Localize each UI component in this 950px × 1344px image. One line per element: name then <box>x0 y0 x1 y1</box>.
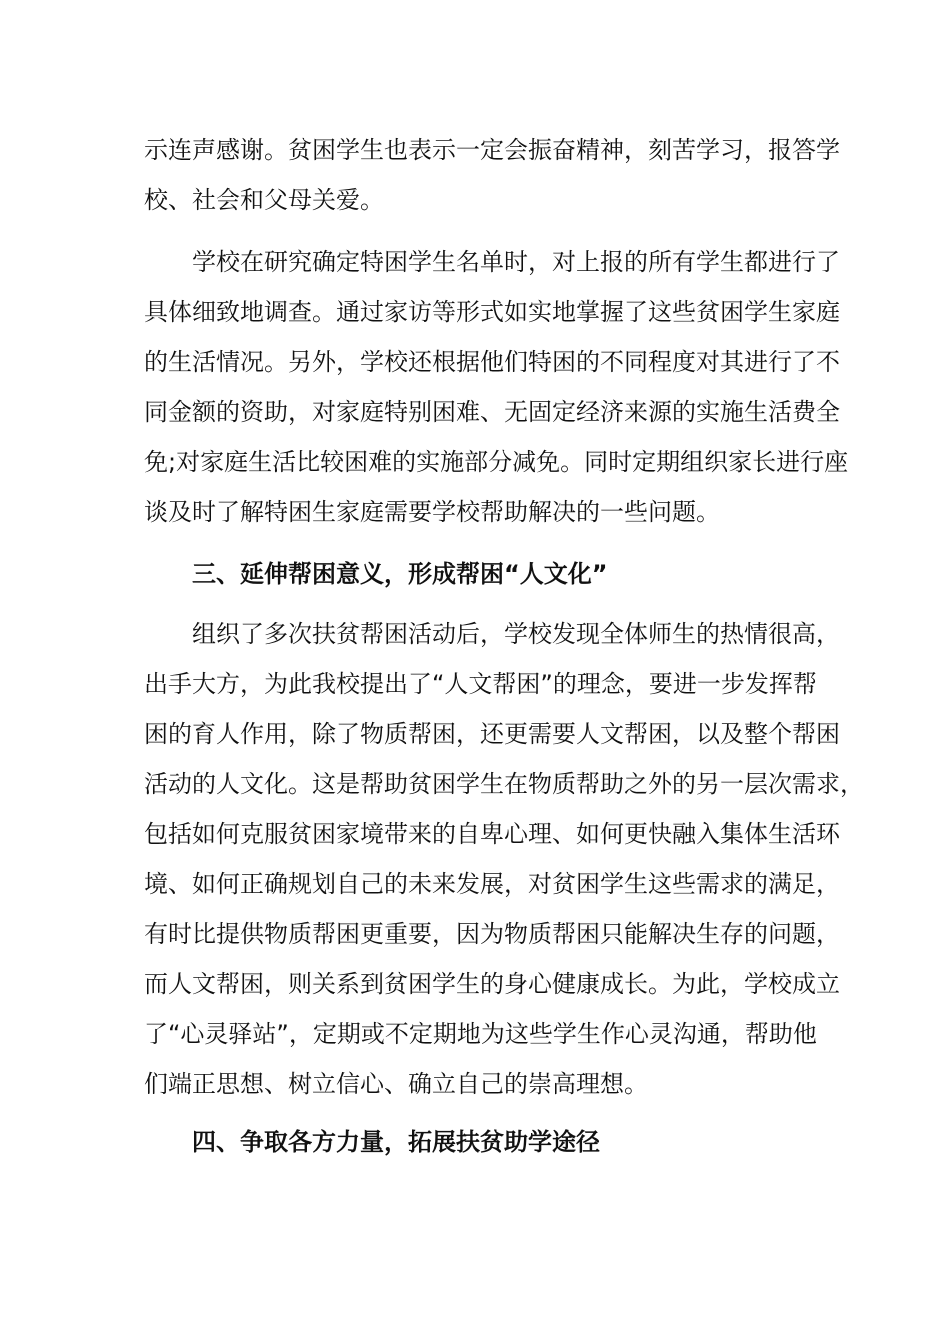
paragraph <box>144 125 840 225</box>
text-line: 有时比提供物质帮困更重要，因为物质帮困只能解决生存的问题， <box>144 920 840 948</box>
section-heading <box>144 1117 806 1167</box>
text-line: 的生活情况。另外，学校还根据他们特困的不同程度对其进行了不 <box>144 348 840 376</box>
text-line: 们端正思想、树立信心、确立自己的崇高理想。 <box>144 1070 648 1098</box>
text-line: 免;对家庭生活比较困难的实施部分减免。同时定期组织家长进行座 <box>144 448 849 476</box>
text-line: 困的育人作用，除了物质帮困，还更需要人文帮困，以及整个帮困 <box>144 720 840 748</box>
text-line: 示连声感谢。贫困学生也表示一定会振奋精神，刻苦学习，报答学 <box>144 136 840 164</box>
paragraph <box>144 609 864 1109</box>
heading-text: 三、延伸帮困意义，形成帮困“人文化” <box>192 560 608 588</box>
paragraph <box>144 237 849 537</box>
text-line: 学校在研究确定特困学生名单时，对上报的所有学生都进行了 <box>192 248 840 276</box>
text-line: 谈及时了解特困生家庭需要学校帮助解决的一些问题。 <box>144 498 720 526</box>
text-line: 校、社会和父母关爱。 <box>144 186 384 214</box>
heading-text: 四、争取各方力量，拓展扶贫助学途径 <box>192 1128 600 1156</box>
text-line: 活动的人文化。这是帮助贫困学生在物质帮助之外的另一层次需求， <box>144 770 864 798</box>
text-line: 而人文帮困，则关系到贫困学生的身心健康成长。为此，学校成立 <box>144 970 840 998</box>
text-line: 组织了多次扶贫帮困活动后，学校发现全体师生的热情很高， <box>192 620 840 648</box>
section-heading <box>144 549 806 599</box>
text-line: 出手大方，为此我校提出了“人文帮困”的理念，要进一步发挥帮 <box>144 670 817 698</box>
text-line: 具体细致地调查。通过家访等形式如实地掌握了这些贫困学生家庭 <box>144 298 840 326</box>
text-line: 了“心灵驿站”，定期或不定期地为这些学生作心灵沟通，帮助他 <box>144 1020 817 1048</box>
text-line: 同金额的资助，对家庭特别困难、无固定经济来源的实施生活费全 <box>144 398 840 426</box>
text-line: 包括如何克服贫困家境带来的自卑心理、如何更快融入集体生活环 <box>144 820 840 848</box>
text-line: 境、如何正确规划自己的未来发展，对贫困学生这些需求的满足， <box>144 870 840 898</box>
